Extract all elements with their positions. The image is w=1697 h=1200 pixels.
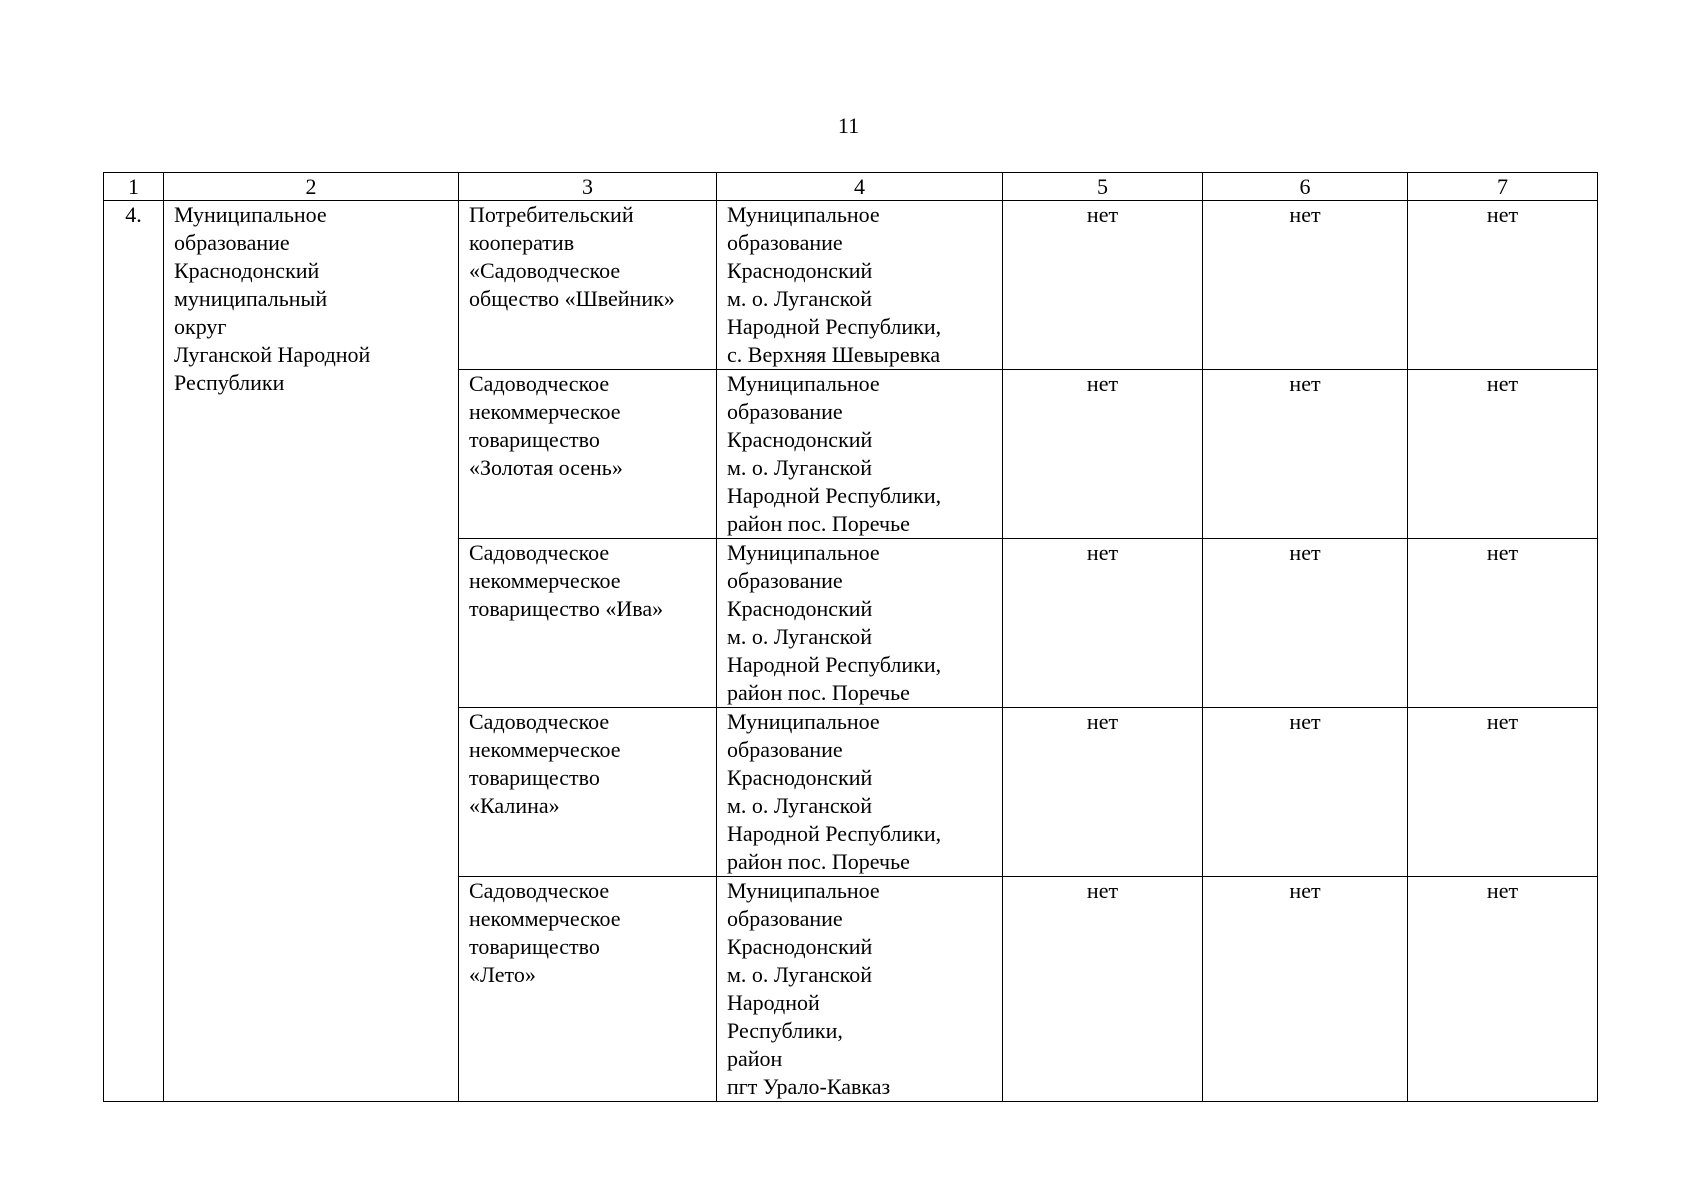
header-cell-1: 1 [104,173,164,201]
location-cell: Муниципальное образование Краснодонский м. о. Луганской Народной Республики, с. Верхняя Шевыревка [717,201,1003,370]
location-cell: Муниципальное образование Краснодонский м. о. Луганской Народной Республики, район пос. Поречье [717,708,1003,877]
col5-cell: нет [1003,877,1203,1102]
col5-cell: нет [1003,201,1203,370]
header-row [104,173,1598,201]
organization-cell: Потребительский кооператив «Садоводческое общество «Швейник» [459,201,717,370]
col5-cell: нет [1003,370,1203,539]
col7-cell: нет [1408,201,1598,370]
col6-cell: нет [1203,370,1408,539]
location-cell: Муниципальное образование Краснодонский м. о. Луганской Народной Республики, район пос. Поречье [717,370,1003,539]
municipality-cell: Муниципальное образование Краснодонский муниципальный округ Луганской Народной Республики [164,201,459,1102]
organization-cell: Садоводческое некоммерческое товарищество «Калина» [459,708,717,877]
page-number: 11 [837,113,860,138]
organization-cell: Садоводческое некоммерческое товарищество «Лето» [459,877,717,1102]
location-cell: Муниципальное образование Краснодонский м. о. Луганской Народной Республики, район пгт Урало-Кавказ [717,877,1003,1102]
header-cell-3: 3 [459,173,717,201]
col5-cell: нет [1003,539,1203,708]
header-cell-4: 4 [717,173,1003,201]
col6-cell: нет [1203,877,1408,1102]
col6-cell: нет [1203,201,1408,370]
col7-cell: нет [1408,708,1598,877]
header-cell-2: 2 [164,173,459,201]
header-cell-7: 7 [1408,173,1598,201]
location-cell: Муниципальное образование Краснодонский м. о. Луганской Народной Республики, район пос. Поречье [717,539,1003,708]
col5-cell: нет [1003,708,1203,877]
table-row [104,201,1598,370]
col6-cell: нет [1203,708,1408,877]
organization-cell: Садоводческое некоммерческое товарищество «Ива» [459,539,717,708]
col7-cell: нет [1408,370,1598,539]
header-cell-5: 5 [1003,173,1203,201]
col7-cell: нет [1408,539,1598,708]
col6-cell: нет [1203,539,1408,708]
row-number: 4. [104,201,164,1102]
organization-cell: Садоводческое некоммерческое товарищество «Золотая осень» [459,370,717,539]
col7-cell: нет [1408,877,1598,1102]
header-cell-6: 6 [1203,173,1408,201]
data-table [103,172,1598,1102]
